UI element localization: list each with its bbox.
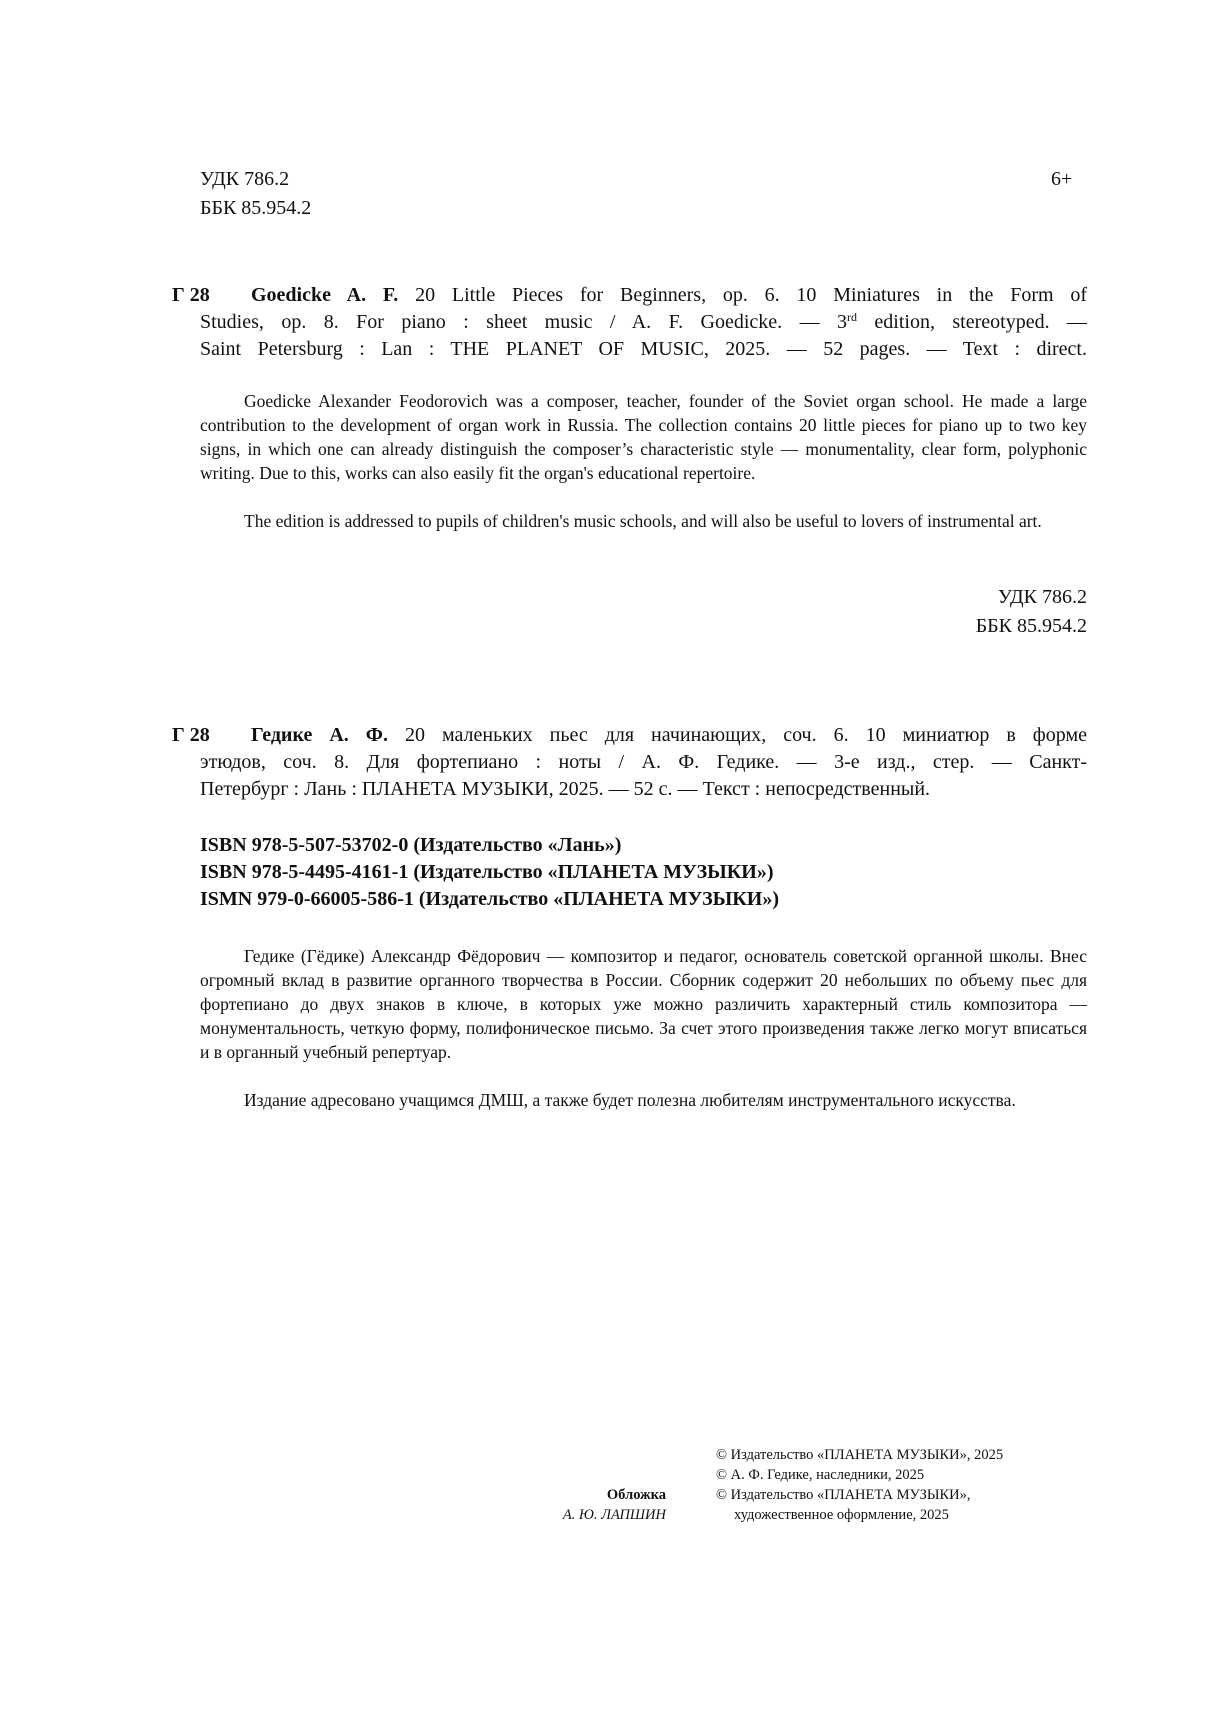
catalog-code-ru: Г 28: [172, 724, 210, 746]
copyright-design-continued: художественное оформление, 2025: [734, 1507, 949, 1523]
cover-label: Обложка: [606, 1487, 666, 1503]
title-en-line2-end: edition, stereotyped. —: [857, 311, 1088, 333]
catalog-code-en: Г 28: [172, 284, 210, 306]
copyright-design: © Издательство «ПЛАНЕТА МУЗЫКИ»,: [716, 1487, 971, 1503]
bib-entry-en-line1: [251, 282, 1087, 309]
isbn-planet: ISBN 978-5-4495-4161-1 (Издательство «ПЛАНЕТА МУЗЫКИ»): [200, 861, 774, 883]
age-rating: 6+: [1051, 168, 1073, 190]
bbk-code-right: ББК 85.954.2: [975, 615, 1087, 637]
udk-code-right: УДК 786.2: [997, 586, 1087, 608]
copyright-heirs: © А. Ф. Гедике, наследники, 2025: [716, 1467, 925, 1483]
abstract-en-p1: Goedicke Alexander Feodorovich was a composer, teacher, founder of the Soviet organ school. He made a large contribution to the development of organ work in Russia. The collection contains 20 little pieces for piano up to two key signs, in which one can already distinguish the composer’s characteristic style — monumentality, clear form, polyphonic writing. Due to this, works can also easily fit the organ's educational repertoire.: [200, 391, 1087, 483]
abstract-ru-p1: Гедике (Гёдике) Александр Фёдорович — композитор и педагог, основатель советской органной школы. Внес огромный вклад в развитие органного творчества в России. Сборник содержит 20 небольших по объему пьес для фортепиано до двух знаков в ключе, в которых уже можно различить характерный стиль композитора — монументальность, четкую форму, полифоническое письмо. За счет этого произведения также легко могут вписаться и в органный учебный репертуар.: [200, 946, 1087, 1062]
edition-superscript: rd: [847, 310, 858, 324]
title-en-line2: Studies, op. 8. For piano : sheet music / A. F. Goedicke. — 3: [200, 311, 848, 333]
bib-entry-ru-line2: этюдов, соч. 8. Для фортепиано : ноты / А. Ф. Гедике. — 3-е изд., стер. — Санкт-: [200, 751, 1087, 773]
title-en-line1: 20 Little Pieces for Beginners, op. 6. 10 Miniatures in the Form of: [415, 284, 1088, 306]
bib-entry-ru-line3: Петербург : Лань : ПЛАНЕТА МУЗЫКИ, 2025. — 52 с. — Текст : непосредственный.: [200, 778, 931, 800]
author-ru: Гедике А. Ф.: [251, 724, 388, 746]
cover-artist: А. Ю. ЛАПШИН: [562, 1507, 666, 1523]
bib-entry-ru-line1: [251, 722, 1087, 749]
ismn-planet: ISMN 979-0-66005-586-1 (Издательство «ПЛАНЕТА МУЗЫКИ»): [200, 888, 780, 910]
bbk-code: ББК 85.954.2: [200, 197, 312, 219]
bib-entry-en-line2: [200, 309, 1087, 336]
udk-code: УДК 786.2: [200, 168, 290, 190]
copyright-publisher: © Издательство «ПЛАНЕТА МУЗЫКИ», 2025: [716, 1447, 1004, 1463]
isbn-lan: ISBN 978-5-507-53702-0 (Издательство «Лань»): [200, 834, 622, 856]
title-ru-line1: 20 маленьких пьес для начинающих, соч. 6. 10 миниатюр в форме: [404, 724, 1088, 746]
bib-entry-en-line3: Saint Petersburg : Lan : THE PLANET OF MUSIC, 2025. — 52 pages. — Text : direct.: [200, 338, 1087, 360]
author-en: Goedicke A. F.: [251, 284, 399, 306]
abstract-en-p2: The edition is addressed to pupils of children's music schools, and will also be useful to lovers of instrumental art.: [244, 511, 1042, 531]
abstract-ru-p2: Издание адресовано учащимся ДМШ, а также будет полезна любителям инструментального искусства.: [244, 1090, 1016, 1110]
